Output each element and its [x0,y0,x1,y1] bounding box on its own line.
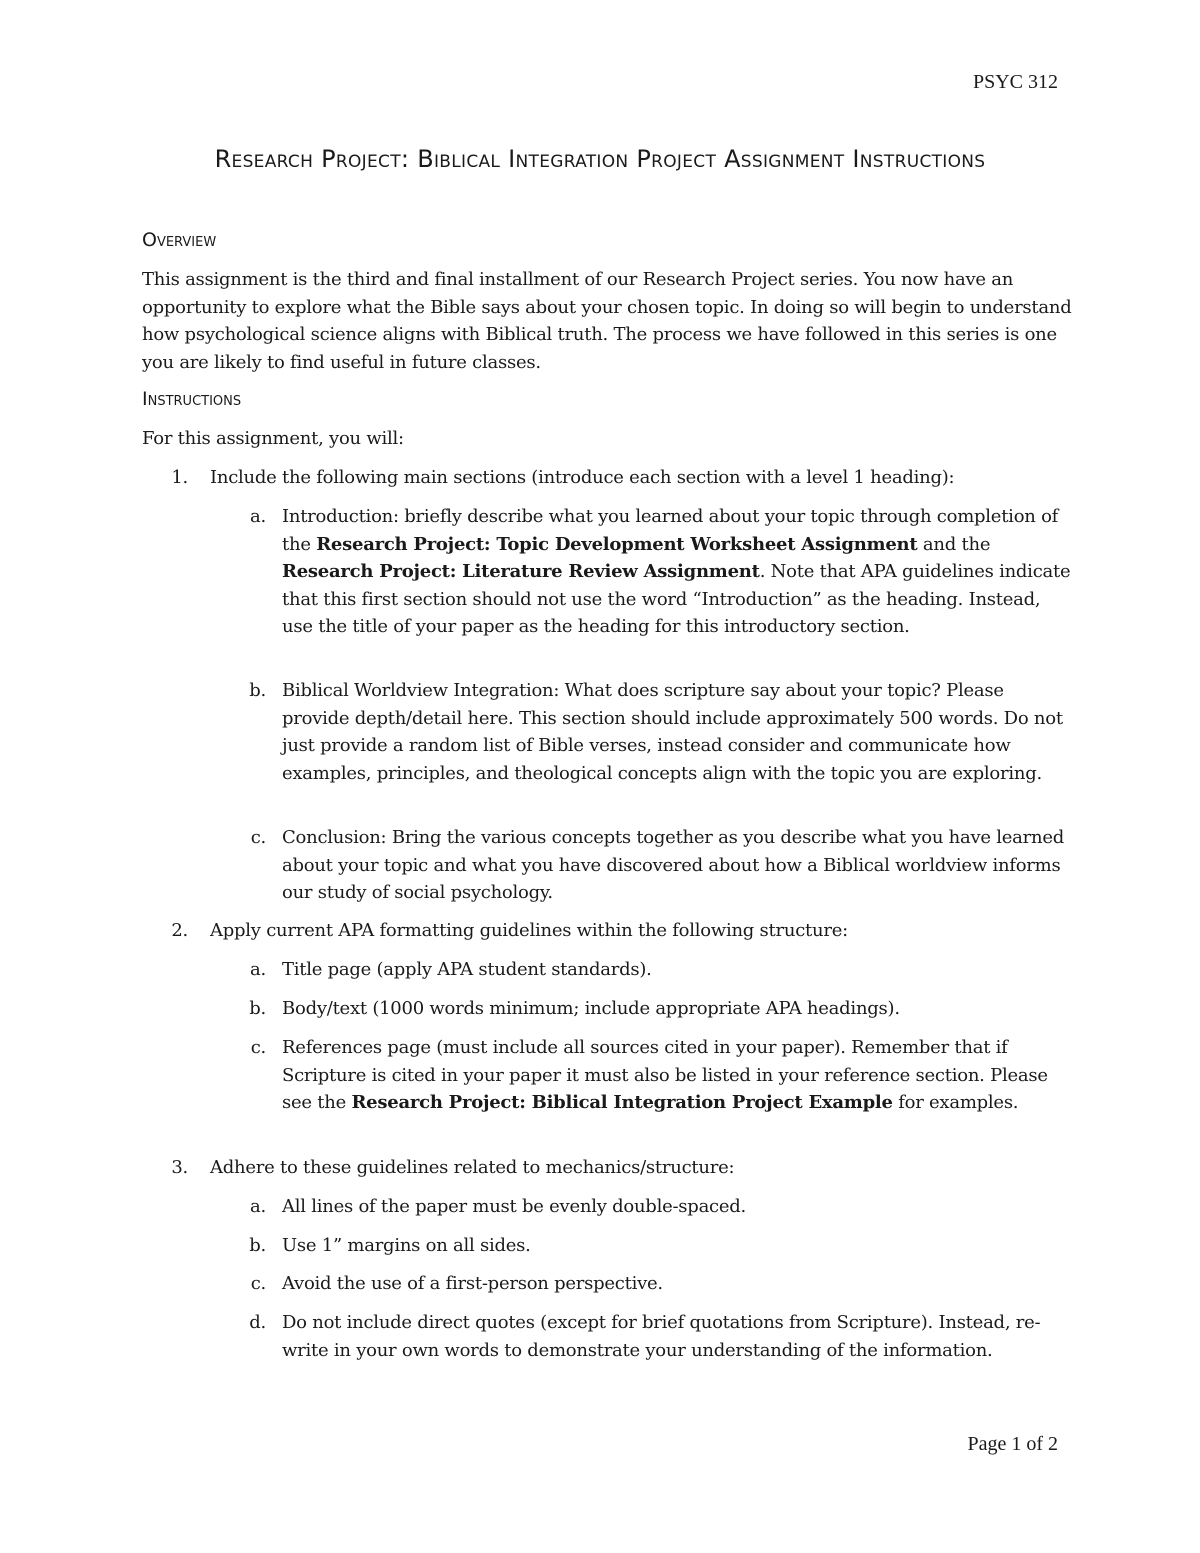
list-item-text: Include the following main sections (introduce each section with a level 1 heading): [210,467,955,488]
sub-item-text: Conclusion: Bring the various concepts together as you describe what you have learned about your topic and what you have discovered about how a Biblical worldview informs our study of social psychology. [282,827,1065,903]
list-item-text: Apply current APA formatting guidelines within the following structure: [210,920,848,941]
sub-letter: a. [250,959,266,980]
list-number: 2. [171,920,188,941]
assignment-reference: Research Project: Literature Review Assignment [282,561,760,582]
sub-item-text: References page (must include all sources cited in your paper). Remember that if Scripture is cited in your paper it must also be listed in your reference section. Please see the Research Project: Biblical Integration Project Example for examples. [282,1037,1048,1113]
sub-letter: a. [250,1196,266,1217]
sub-letter: c. [250,1037,266,1058]
sub-item-text: Avoid the use of a first-person perspective. [282,1273,663,1294]
list-number: 3. [171,1157,188,1178]
sub-item-text: Body/text (1000 words minimum; include appropriate APA headings). [282,998,900,1019]
overview-heading: Overview [142,229,217,251]
sub-letter: c. [250,827,266,848]
list-number: 1. [171,467,188,488]
sub-item-text: Use 1” margins on all sides. [282,1235,531,1256]
list-item-text: Adhere to these guidelines related to mechanics/structure: [210,1157,735,1178]
assignment-reference: Research Project: Topic Development Worksheet Assignment [316,533,918,555]
sub-letter: b. [249,680,266,701]
sub-item-text: Introduction: briefly describe what you learned about your topic through completion of the Research Project: Topic Development Worksheet Assignment and the Research Project: Literature Review Assignment. Note that APA guidelines indicate that this first section should not use the word “Introduction” as the heading. Instead, use the title of your paper as the heading for this introductory section. [282,506,1071,637]
instructions-heading: Instructions [142,388,242,410]
sub-item-text: Title page (apply APA student standards). [282,959,652,980]
sub-item-text: Do not include direct quotes (except for brief quotations from Scripture). Instead, re-write in your own words to demonstrate your understanding of the information. [282,1312,1041,1361]
sub-letter: b. [249,998,266,1019]
page-number: Page 1 of 2 [967,1433,1058,1455]
sub-letter: a. [250,506,266,527]
sub-letter: b. [249,1235,266,1256]
sub-item-text: All lines of the paper must be evenly double-spaced. [282,1196,747,1217]
instructions-intro: For this assignment, you will: [142,428,404,449]
sub-letter: d. [249,1312,266,1333]
assignment-reference: Research Project: Biblical Integration Project Example [351,1092,893,1113]
document-title: Research Project: Biblical Integration Project Assignment Instructions [214,145,986,173]
sub-letter: c. [250,1273,266,1294]
overview-paragraph: This assignment is the third and final installment of our Research Project series. You now have an opportunity to explore what the Bible says about your chosen topic. In doing so will begin to understand how psychological science aligns with Biblical truth. The process we have followed in this series is one you are likely to find useful in future classes. [142,269,1072,373]
course-code: PSYC 312 [972,71,1058,93]
sub-item-text: Biblical Worldview Integration: What does scripture say about your topic? Please provide depth/detail here. This section should include approximately 500 words. Do not just provide a random list of Bible verses, instead consider and communicate how examples, principles, and theological concepts align with the topic you are exploring. [282,680,1063,784]
